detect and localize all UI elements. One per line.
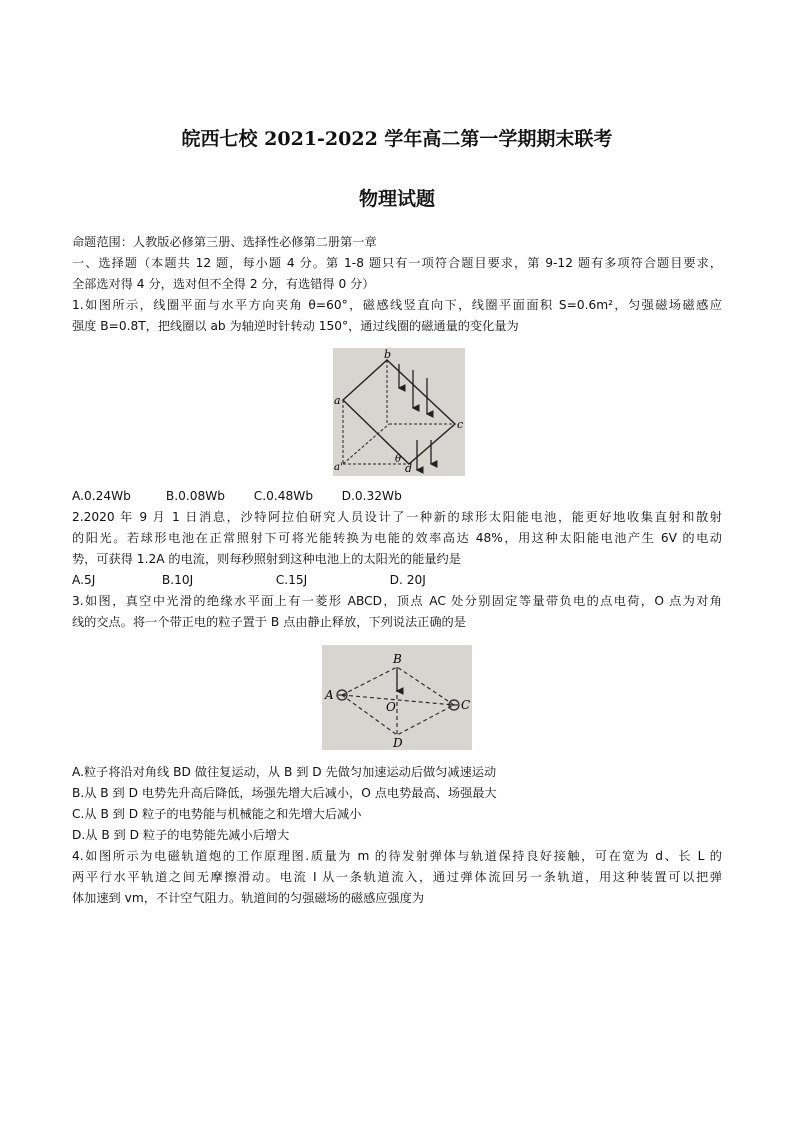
q3-option-c: C.从 B 到 D 粒子的电势能与机械能之和先增大后减小 — [72, 807, 362, 821]
section-instructions-line2: 全部选对得 4 分，选对但不全得 2 分，有选错得 0 分） — [72, 277, 375, 291]
q3-option-b: B.从 B 到 D 电势先升高后降低，场强先增大后减小，O 点电势最高、场强最大 — [72, 786, 497, 800]
q3-option-d: D.从 B 到 D 粒子的电势能先减小后增大 — [72, 828, 290, 842]
q2-option-b: B.10J — [161, 573, 194, 587]
q2-stem-line1: 2.2020 年 9 月 1 日消息，沙特阿拉伯研究人员设计了一种新的球形太阳能电池，能更好地收集直射和散射 — [72, 510, 722, 524]
subject-title: 物理试题 — [358, 188, 435, 210]
label-a-prime: a' — [334, 462, 343, 473]
label-d: d — [405, 462, 413, 475]
q1-coil-diagram — [333, 348, 465, 476]
q1-option-b: B.0.08Wb — [165, 489, 226, 503]
label-a: a — [334, 394, 341, 407]
label-C: C — [461, 698, 471, 712]
label-c: c — [457, 418, 464, 431]
intro-block — [72, 232, 722, 337]
q2-option-a: A.5J — [72, 573, 96, 587]
dashed-diag — [343, 424, 389, 464]
label-D: D — [393, 736, 403, 750]
q4-stem-line1: 4.如图所示为电磁轨道炮的工作原理图.质量为 m 的待发射弹体与轨道保持良好接触，可在宽为 d、长 L 的 — [72, 849, 722, 863]
q3-stem-line2: 线的交点。将一个带正电的粒子置于 B 点由静止释放，下列说法正确的是 — [72, 615, 466, 629]
q1-stem-line1: 1.如图所示，线圈平面与水平方向夹角 θ=60°，磁感线竖直向下，线圈平面面积 S=0.6m²，匀强磁场磁感应 — [72, 298, 722, 312]
q1-coil-figure — [333, 348, 465, 476]
rhombus-outline — [342, 667, 454, 735]
q1-options — [72, 486, 722, 507]
label-theta: θ — [395, 454, 402, 465]
q3-rhombus-diagram — [322, 645, 472, 750]
exam-title: 皖西七校 2021-2022 学年高二第一学期期末联考 — [181, 128, 613, 150]
q1-stem-line2: 强度 B=0.8T，把线圈以 ab 为轴逆时针转动 150°，通过线圈的磁通量的变化量为 — [72, 319, 519, 333]
label-A: A — [325, 688, 334, 702]
q3-stem-line1: 3.如图，真空中光滑的绝缘水平面上有一菱形 ABCD，顶点 AC 处分别固定等量带负电的点电荷，O 点为对角 — [72, 594, 722, 608]
q1-option-d: D.0.32Wb — [341, 489, 402, 503]
q3-options-q4-block — [72, 762, 722, 909]
exam-scope: 命题范围：人教版必修第三册、选择性必修第二册第一章 — [72, 235, 377, 249]
section-instructions-line1: 一、选择题（本题共 12 题，每小题 4 分。第 1-8 题只有一项符合题目要求，第 9-12 题有多项符合题目要求， — [72, 256, 722, 270]
q2-option-c: C.15J — [275, 573, 308, 587]
q2-stem-line2: 的阳光。若球形电池在正常照射下可将光能转换为电能的效率高达 48%，用这种太阳能电池产生 6V 的电动 — [72, 531, 722, 545]
q1-option-c: C.0.48Wb — [253, 489, 314, 503]
label-B: B — [393, 652, 402, 666]
q3-option-a: A.粒子将沿对角线 BD 做往复运动，从 B 到 D 先做匀加速运动后做匀减速运动 — [72, 765, 497, 779]
q2-option-d: D. 20J — [389, 573, 426, 587]
q3-rhombus-figure — [322, 645, 472, 750]
q1-option-a: A.0.24Wb — [72, 489, 131, 503]
q2-block — [72, 507, 722, 633]
q4-stem-line2: 两平行水平轨道之间无摩擦滑动。电流 I 从一条轨道流入，通过弹体流回另一条轨道，用这种装置可以把弹 — [72, 870, 722, 884]
q2-stem-line3: 势，可获得 1.2A 的电流，则每秒照射到这种电池上的太阳光的能量约是 — [72, 552, 461, 566]
label-b: b — [384, 348, 392, 361]
q4-stem-line3: 体加速到 vm，不计空气阻力。轨道间的匀强磁场的磁感应强度为 — [72, 891, 425, 905]
diagonal-ac — [342, 695, 454, 705]
label-O: O — [386, 700, 396, 714]
